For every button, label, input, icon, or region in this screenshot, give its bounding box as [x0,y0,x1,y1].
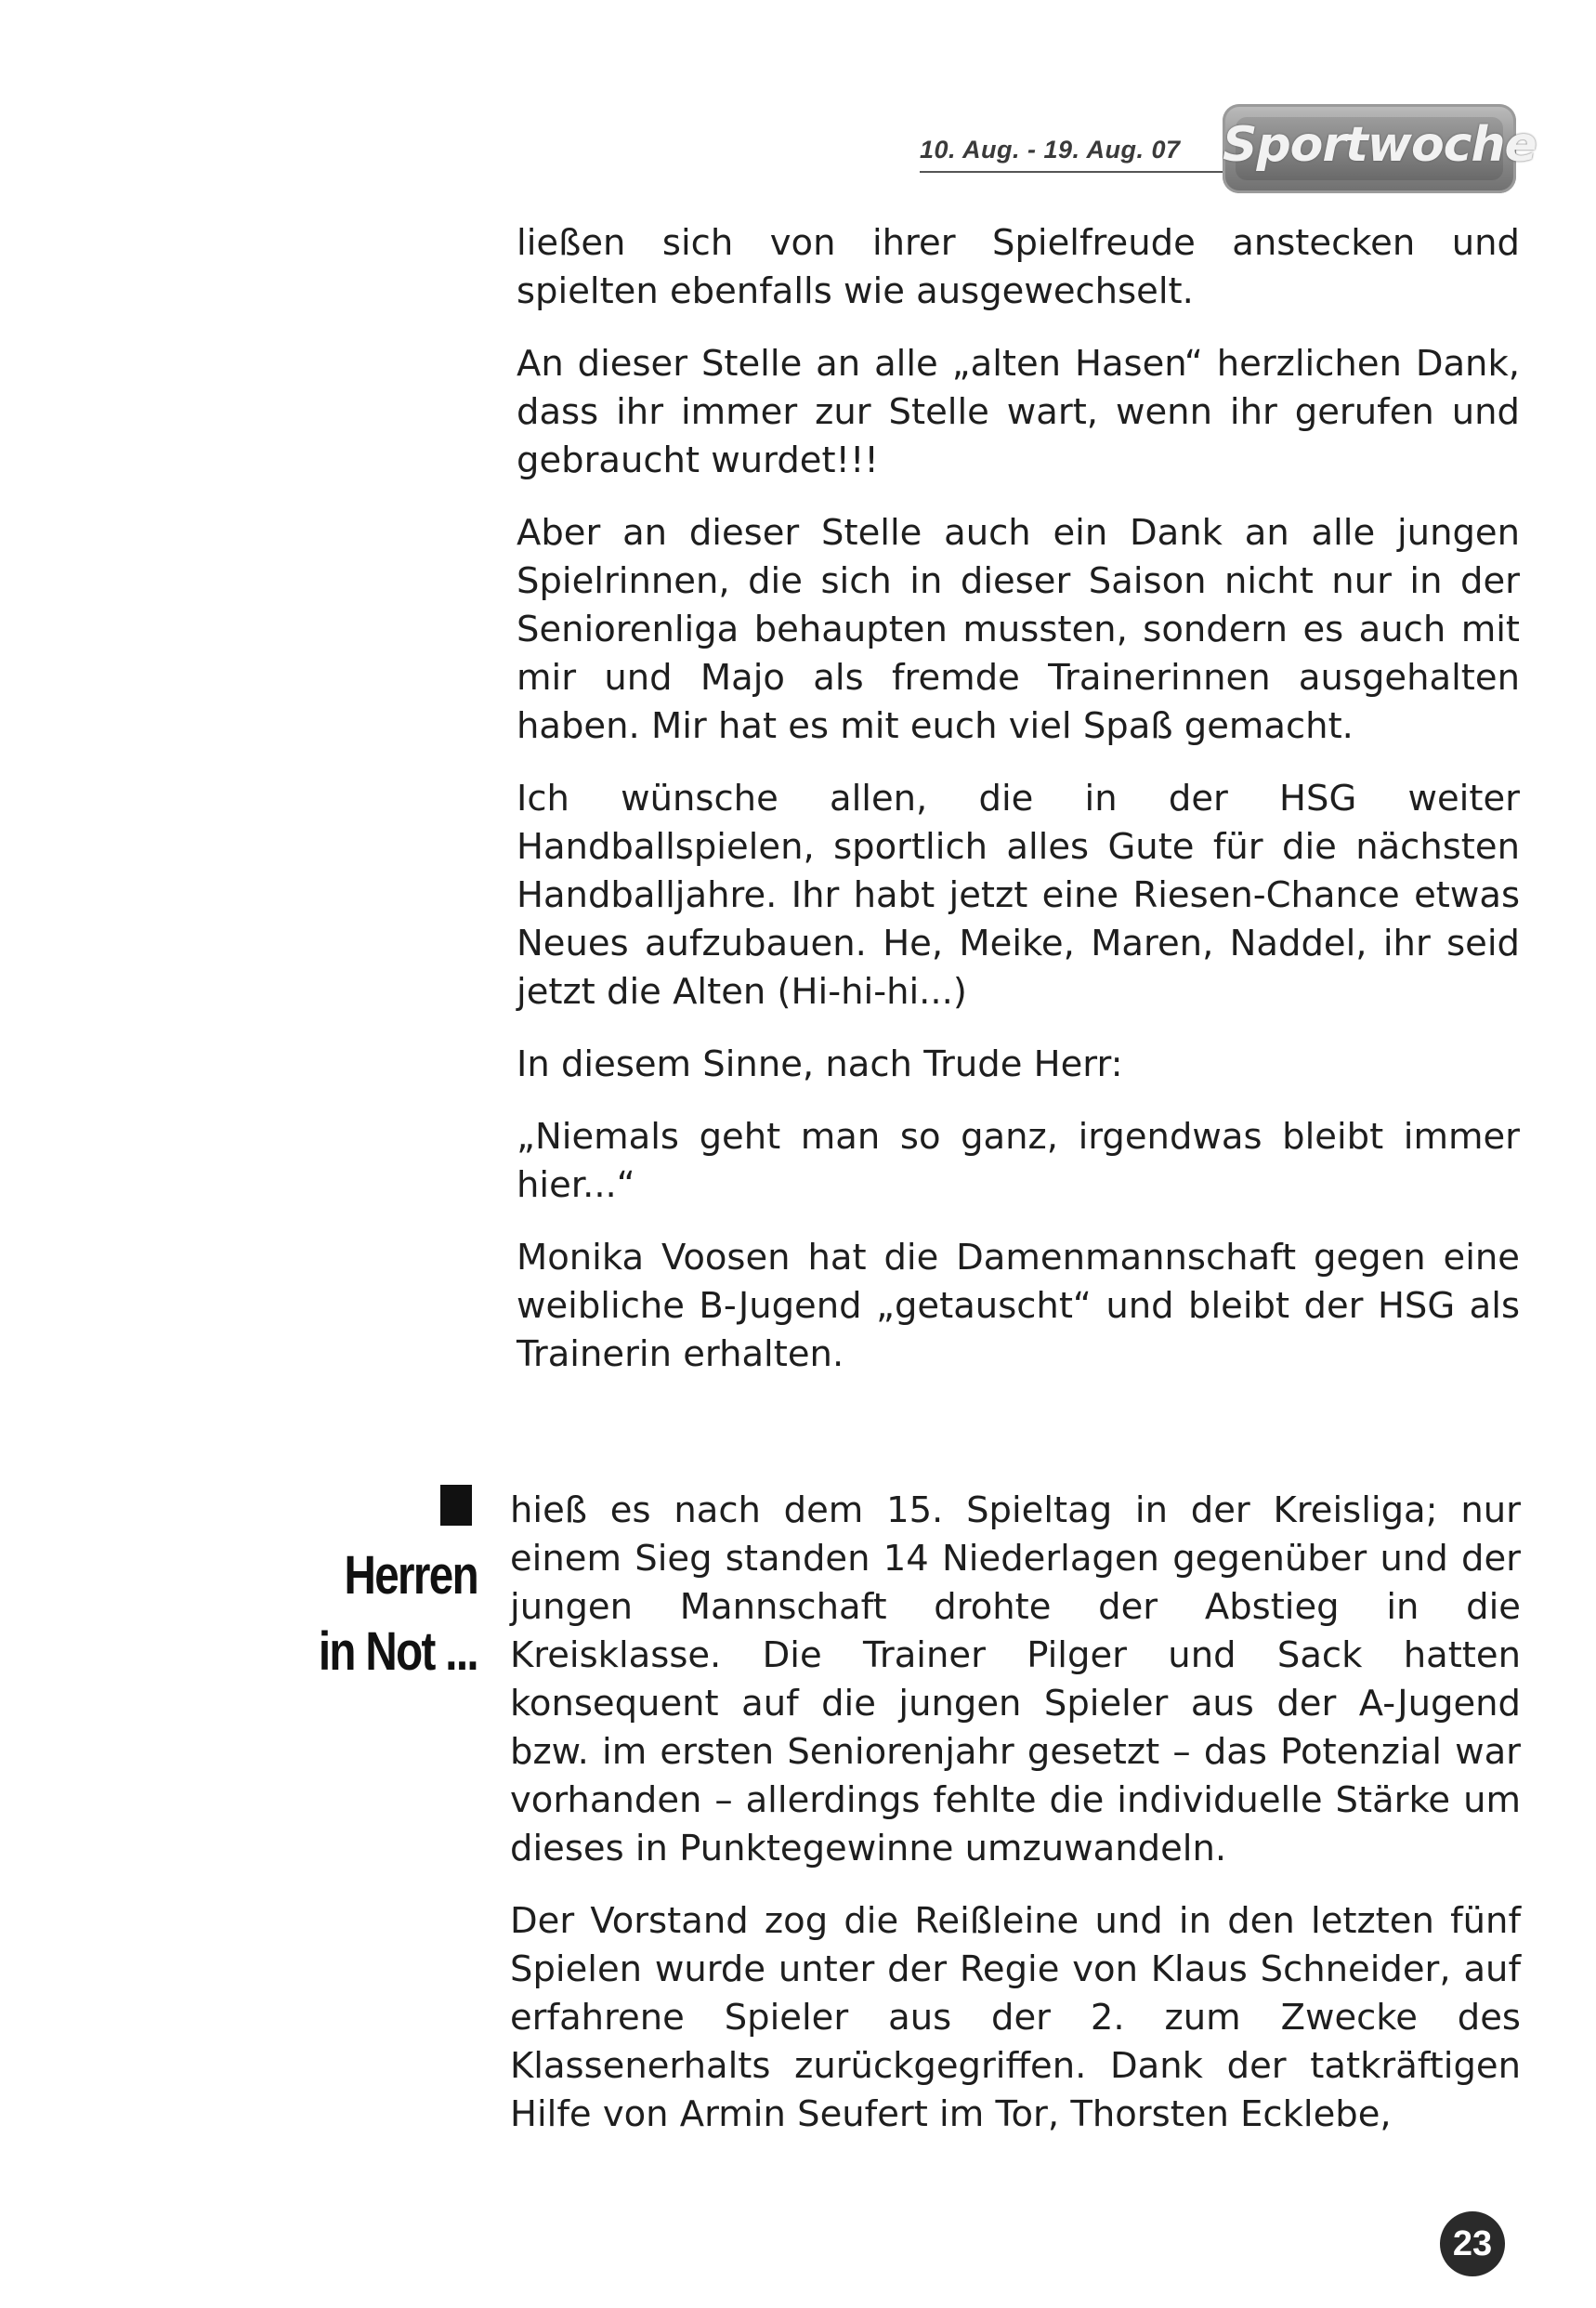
paragraph: In diesem Sinne, nach Trude Herr: [517,1043,1123,1085]
paragraph: Monika Voosen hat die Damenmannschaft gegen eine weibliche B-Jugend „getauscht“ und bleibt der HSG als Trainerin erhalten. [517,1237,1520,1375]
paragraph: An dieser Stelle an alle „alten Hasen“ herzlichen Dank, dass ihr immer zur Stelle wart, wenn ihr gerufen und gebraucht wurdet!!! [517,343,1520,481]
section-heading-line1: Herren [344,1545,477,1606]
herren-section-text [510,1487,1521,2163]
header-rule [920,171,1236,173]
header-date-range: 10. Aug. - 19. Aug. 07 [920,136,1181,164]
paragraph: Aber an dieser Stelle auch ein Dank an alle jungen Spielrinnen, die sich in dieser Saison nicht nur in der Seniorenliga behaupten mussten, sondern es auch mit mir und Majo als fremde Trainerinnen ausgehalten haben. Mir hat es mit euch viel Spaß gemacht. [517,512,1520,747]
article-continuation [517,219,1520,1403]
quote-paragraph: „Niemals geht man so ganz, irgendwas bleibt immer hier...“ [517,1116,1520,1206]
sportwoche-badge [1223,104,1537,193]
section-heading [315,1538,477,1690]
page-number: 23 [1440,2211,1505,2276]
badge-text: Sportwoche [1223,117,1537,173]
section-heading-line2: in Not ... [318,1621,477,1682]
paragraph: ließen sich von ihrer Spielfreude anstecken und spielten ebenfalls wie ausgewechselt. [517,222,1520,312]
section-marker-square [440,1485,472,1526]
paragraph: Ich wünsche allen, die in der HSG weiter Handballspielen, sportlich alles Gute für die nächsten Handballjahre. Ihr habt jetzt eine Riesen-Chance etwas Neues aufzubauen. He, Meike, Maren, Naddel, ihr seid jetzt die Alten (Hi-hi-hi...) [517,778,1520,1013]
paragraph: Der Vorstand zog die Reißleine und in den letzten fünf Spielen wurde unter der Regie von Klaus Schneider, auf erfahrene Spieler aus der 2. zum Zwecke des Klassenerhalts zurückgegriffen. Dank der tatkräftigen Hilfe von Armin Seufert im Tor, Thorsten Ecklebe, [510,1900,1521,2135]
page-header [920,104,1537,193]
paragraph: hieß es nach dem 15. Spieltag in der Kreisliga; nur einem Sieg standen 14 Niederlagen gegenüber und der jungen Mannschaft drohte der Abstieg in die Kreisklasse. Die Trainer Pilger und Sack hatten konsequent auf die jungen Spieler aus der A-Jugend bzw. im ersten Seniorenjahr gesetzt – das Potenzial war vorhanden – allerdings fehlte die individuelle Stärke um dieses in Punktegewinne umzuwandeln. [510,1489,1521,1869]
